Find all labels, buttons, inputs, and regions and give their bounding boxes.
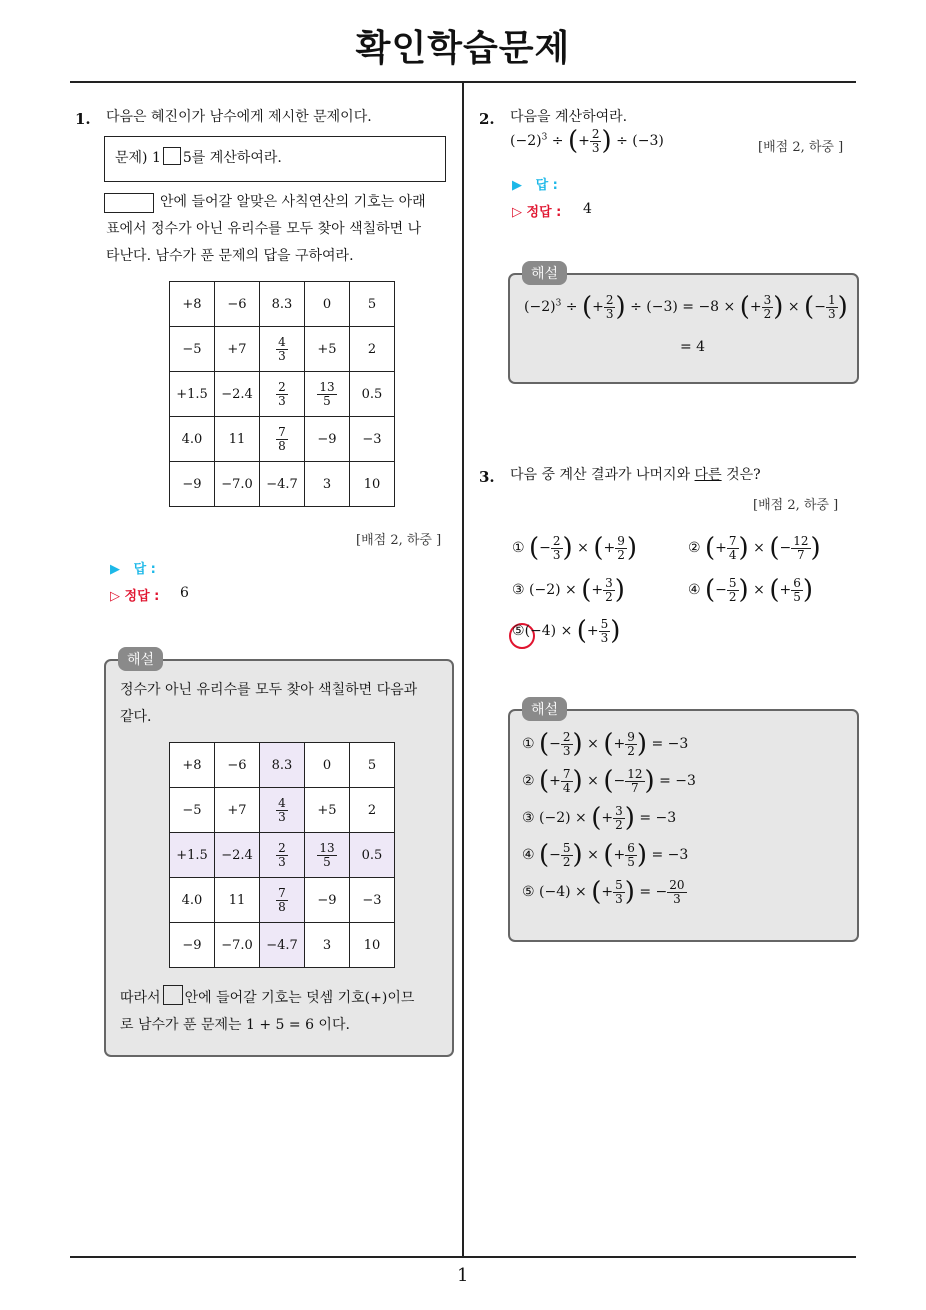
grid-cell: −5 — [170, 788, 215, 833]
q3-text: 다음 중 계산 결과가 나머지와 다른 것은? — [510, 467, 761, 483]
q2-answer-row — [512, 174, 558, 193]
grid-cell: 10 — [350, 462, 395, 507]
grid-cell: −3 — [350, 417, 395, 462]
grid-cell-fraction: $\frac{13}{5}$ — [305, 372, 350, 417]
grid-cell: 2 — [350, 788, 395, 833]
grid-cell: +5 — [305, 327, 350, 372]
grid-cell: 0 — [305, 282, 350, 327]
q3-solution-tab: 해설 — [522, 697, 567, 721]
grid-cell: 4.0 — [170, 417, 215, 462]
grid-cell: −4.7 — [260, 462, 305, 507]
q2-answer-label: 답 : — [535, 178, 558, 193]
q2-score: [배점 2, 하중 ] — [758, 140, 844, 155]
grid-cell: 3 — [305, 462, 350, 507]
page-title: 확인학습문제 — [355, 28, 571, 69]
grid-cell-highlighted: 0.5 — [350, 833, 395, 878]
q1-problem-prefix: 문제) 1 — [115, 150, 161, 166]
grid-cell-fraction: $\frac{7}{8}$ — [260, 417, 305, 462]
q1-body-line3: 타난다. 남수가 푼 문제의 답을 구하여라. — [106, 248, 354, 264]
q3-number: 3. — [479, 468, 495, 486]
grid-cell: 11 — [215, 417, 260, 462]
q1-solution-grid — [169, 742, 395, 968]
q2-correct-row — [512, 201, 561, 220]
grid-cell-highlighted: −4.7 — [260, 923, 305, 968]
q3-solution-line-1: ① (− $\frac{2}{3}$ ) × (+ $\frac{9}{2}$ ) = −3 — [522, 729, 689, 760]
grid-cell: −9 — [305, 878, 350, 923]
q1-solution-end2: 로 남수가 푼 문제는 1 + 5 = 6 이다. — [120, 1017, 350, 1033]
column-divider — [462, 83, 464, 1258]
grid-cell-highlighted: $\frac{7}{8}$ — [260, 878, 305, 923]
q3-emphasis: 다른 — [694, 467, 722, 483]
grid-cell: 11 — [215, 878, 260, 923]
q1-solution-tab: 해설 — [118, 647, 163, 671]
grid-cell: 5 — [350, 743, 395, 788]
grid-cell: −7.0 — [215, 923, 260, 968]
q3-choice-2[interactable]: ② (+ $\frac{7}{4}$ ) × (− $\frac{12}{7}$ ) — [688, 533, 821, 564]
triangle-outline-icon: ▷ — [110, 589, 120, 604]
grid-cell: +7 — [215, 788, 260, 833]
q2-solution-result: = 4 — [680, 339, 706, 355]
grid-cell: −9 — [305, 417, 350, 462]
q1-correct-value: 6 — [180, 585, 189, 601]
q1-solution-line2: 같다. — [120, 709, 152, 725]
q3-choice-1[interactable]: ① (− $\frac{2}{3}$ ) × (+ $\frac{9}{2}$ ) — [512, 533, 638, 564]
grid-cell: 0 — [305, 743, 350, 788]
grid-cell: −2.4 — [215, 372, 260, 417]
grid-cell: −6 — [215, 282, 260, 327]
grid-cell-highlighted: $\frac{4}{3}$ — [260, 788, 305, 833]
q3-choice-4[interactable]: ④ (− $\frac{5}{2}$ ) × (+ $\frac{6}{5}$ ) — [688, 575, 814, 606]
q2-text: 다음을 계산하여라. — [510, 109, 628, 125]
q1-solution-end1: 따라서 안에 들어갈 기호는 덧셈 기호(+)이므 — [120, 985, 414, 1012]
play-icon: ▶ — [110, 562, 120, 577]
q1-correct-label: 정답 : — [124, 589, 160, 604]
page-number: 1 — [457, 1265, 469, 1286]
grid-cell: −9 — [170, 462, 215, 507]
grid-cell: +5 — [305, 788, 350, 833]
triangle-outline-icon: ▷ — [512, 205, 522, 220]
q1-body-line1: 안에 들어갈 알맞은 사칙연산의 기호는 아래 — [160, 194, 426, 210]
q1-score: [배점 2, 하중 ] — [356, 533, 442, 548]
q3-solution-line-3: ③ (−2) × (+ $\frac{3}{2}$ ) = −3 — [522, 803, 677, 834]
q2-solution-expression: $(-2)^3$ ÷ (+ $\frac{2}{3}$ ) ÷ (−3) = −8 × (+ $\frac{3}{2}$ ) × (− $\frac{1}{3}$ ) — [524, 292, 848, 323]
q3-solution-line-2: ② (+ $\frac{7}{4}$ ) × (− $\frac{12}{7}$ ) = −3 — [522, 766, 696, 797]
q1-number: 1. — [75, 110, 91, 128]
grid-cell: 0.5 — [350, 372, 395, 417]
grid-cell-highlighted: $\frac{13}{5}$ — [305, 833, 350, 878]
grid-cell: −3 — [350, 878, 395, 923]
grid-cell-highlighted: +1.5 — [170, 833, 215, 878]
grid-cell-highlighted: −2.4 — [215, 833, 260, 878]
q2-correct-label: 정답 : — [526, 205, 562, 220]
q1-number-grid — [169, 281, 395, 507]
q3-choice-5[interactable]: ⑤(−4) × (+ $\frac{5}{3}$ ) — [512, 616, 621, 647]
q2-solution-box — [508, 273, 859, 384]
q1-solution-blank — [163, 985, 183, 1005]
footer-divider — [70, 1256, 856, 1258]
q1-answer-row — [110, 558, 156, 577]
q1-solution-line1: 정수가 아닌 유리수를 모두 찾아 색칠하면 다음과 — [120, 682, 418, 698]
grid-cell: +1.5 — [170, 372, 215, 417]
q1-body-line2: 표에서 정수가 아닌 유리수를 모두 찾아 색칠하면 나 — [106, 221, 422, 237]
grid-cell: 2 — [350, 327, 395, 372]
grid-cell: −7.0 — [215, 462, 260, 507]
q1-problem-suffix: 5를 계산하여라. — [182, 150, 282, 166]
q1-blank-box — [104, 193, 154, 213]
q3-choice-3[interactable]: ③ (−2) × (+ $\frac{3}{2}$ ) — [512, 575, 625, 606]
q1-problem-box — [104, 136, 446, 182]
grid-cell: 8.3 — [260, 282, 305, 327]
q2-solution-tab: 해설 — [522, 261, 567, 285]
grid-cell: +7 — [215, 327, 260, 372]
grid-cell: 4.0 — [170, 878, 215, 923]
grid-cell: −5 — [170, 327, 215, 372]
grid-cell: +8 — [170, 282, 215, 327]
grid-cell: 5 — [350, 282, 395, 327]
grid-cell-fraction: $\frac{4}{3}$ — [260, 327, 305, 372]
grid-cell-fraction: $\frac{2}{3}$ — [260, 372, 305, 417]
grid-cell-highlighted: 8.3 — [260, 743, 305, 788]
q1-problem-blank — [163, 147, 181, 165]
q2-number: 2. — [479, 110, 495, 128]
grid-cell: −9 — [170, 923, 215, 968]
q1-answer-label: 답 : — [133, 562, 156, 577]
grid-cell: +8 — [170, 743, 215, 788]
q2-expression: $(-2)^3$ ÷ (+ $\frac{2}{3}$ ) ÷ (−3) — [510, 126, 664, 157]
grid-cell: −6 — [215, 743, 260, 788]
q1-text: 다음은 혜진이가 남수에게 제시한 문제이다. — [106, 109, 372, 125]
q1-correct-row — [110, 585, 159, 604]
q3-score: [배점 2, 하중 ] — [753, 498, 839, 513]
q3-solution-line-5: ⑤ (−4) × (+ $\frac{5}{3}$ ) = − $\frac{20}{3}$ — [522, 877, 685, 908]
q2-correct-value: 4 — [583, 201, 592, 217]
grid-cell-highlighted: $\frac{2}{3}$ — [260, 833, 305, 878]
grid-cell: 3 — [305, 923, 350, 968]
q3-solution-line-4: ④ (− $\frac{5}{2}$ ) × (+ $\frac{6}{5}$ ) = −3 — [522, 840, 689, 871]
grid-cell: 10 — [350, 923, 395, 968]
play-icon: ▶ — [512, 178, 522, 193]
